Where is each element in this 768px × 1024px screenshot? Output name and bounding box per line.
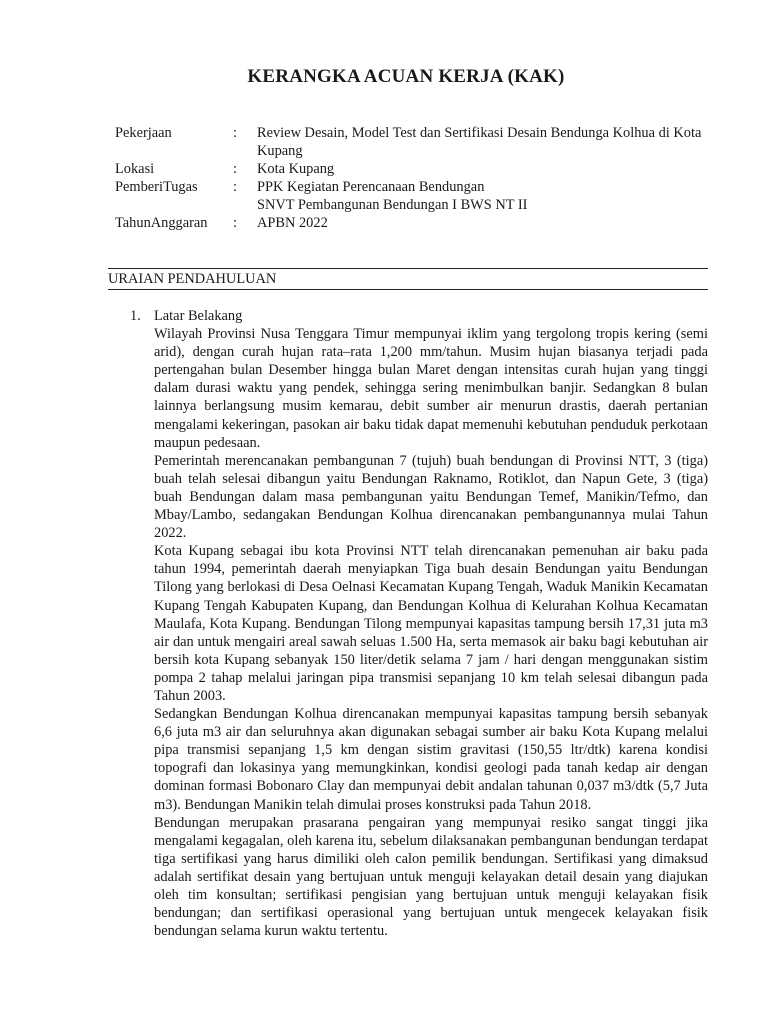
info-label: TahunAnggaran <box>115 215 208 231</box>
numbered-list <box>130 307 708 940</box>
info-label <box>115 196 233 214</box>
list-item-body <box>154 307 708 940</box>
section-title: URAIAN PENDAHULUAN <box>108 271 277 287</box>
info-separator: : <box>233 179 237 195</box>
document-title: KERANGKA ACUAN KERJA (KAK) <box>247 66 565 87</box>
info-row-pemberi-tugas <box>115 178 715 196</box>
info-row-pemberi-tugas-cont <box>115 196 715 214</box>
info-value: PPK Kegiatan Perencanaan Bendungan <box>257 179 485 195</box>
paragraph: Bendungan merupakan prasarana pengairan yang mempunyai resiko sangat tinggi jika mengalami kegagalan, oleh karena itu, sebelum dilaksanakan pembangunan bendungan terdapat tiga sertifikasi yang harus dimiliki oleh calon pemilik bendungan. Sertifikasi yang dimaksud adalah sertifikat desain yang bertujuan untuk menguji kelayakan detail desain yang diajukan oleh tim konsultan; sertifikasi pengisian yang bertujuan untuk menguji kelayakan fisik bendungan; dan sertifikasi operasional yang bertujuan untuk mengecek kelayakan fisik bendungan selama kurun waktu tertentu. <box>154 814 708 940</box>
section-rule-bottom <box>108 289 708 290</box>
info-label: Pekerjaan <box>115 125 172 141</box>
info-row-pekerjaan <box>115 124 715 160</box>
list-item <box>130 307 708 940</box>
info-row-lokasi <box>115 160 715 178</box>
info-row-tahun-anggaran <box>115 214 715 232</box>
info-separator: : <box>233 161 237 177</box>
paragraph: Wilayah Provinsi Nusa Tenggara Timur mempunyai iklim yang tergolong tropis kering (semi arid), dengan curah hujan rata–rata 1,200 mm/tahun. Musim hujan biasanya terjadi pada pertengahan bulan Desember hingga bulan Maret dengan intensitas curah hujan yang tinggi dalam durasi waktu yang pendek, sehingga sering menimbulkan banjir. Sedangkan 8 bulan lainnya berlangsung musim kemarau, debit sumber air menurun drastis, daerah pertanian mengalami kekeringan, pasokan air baku tidak dapat memenuhi kebutuhan penduduk perkotaan maupun pedesaan. <box>154 326 708 451</box>
info-label: Lokasi <box>115 161 155 177</box>
info-block <box>115 124 715 232</box>
info-label: PemberiTugas <box>115 179 198 195</box>
info-value: SNVT Pembangunan Bendungan I BWS NT II <box>257 197 528 213</box>
paragraph: Sedangkan Bendungan Kolhua direncanakan mempunyai kapasitas tampung bersih sebanyak 6,6 juta m3 air dan seluruhnya akan digunakan sebagai sumber air baku Kota Kupang melalui pipa transmisi sepanjang 1,5 km dengan sistim gravitasi (150,55 ltr/dtk) karena kondisi topografi dan lokasinya yang memungkinkan, kondisi geologi pada tanah kedap air dengan dominan formasi Bobonaro Clay dan mempunyai debit andalan tahunan 0,037 m3/dtk (5,7 Juta m3). Bendungan Manikin telah dimulai proses konstruksi pada Tahun 2018. <box>154 706 708 813</box>
paragraph: Pemerintah merencanakan pembangunan 7 (tujuh) buah bendungan di Provinsi NTT, 3 (tiga) buah telah selesai dibangun yaitu Bendungan Raknamo, Rotiklot, dan Napun Gete, 3 (tiga) buah Bendungan dalam masa pembangunan yaitu Bendungan Temef, Manikin/Tefmo, dan Mbay/Lambo, sedangakan Bendungan Kolhua direncanakan pembangunannya mulai Tahun 2022. <box>154 452 708 542</box>
info-separator <box>233 196 257 214</box>
section-rule-top <box>108 268 708 269</box>
info-value: APBN 2022 <box>257 215 328 231</box>
info-separator: : <box>233 125 237 141</box>
list-item-number: 1. <box>130 308 141 324</box>
list-item-heading: Latar Belakang <box>154 308 243 324</box>
paragraph: Kota Kupang sebagai ibu kota Provinsi NTT telah direncanakan pemenuhan air baku pada tahun 1994, pemerintah daerah menyiapkan Tiga buah desain Bendungan yaitu Bendungan Tilong yang berlokasi di Desa Oelnasi Kecamatan Kupang Tengah, Waduk Manikin Kecamatan Kupang Tengah Kabupaten Kupang, dan Bendungan Kolhua di Kelurahan Kolhua Kecamatan Maulafa, Kota Kupang. Bendungan Tilong mempunyai kapasitas tampung bersih 17,31 juta m3 air dan untuk mengairi areal sawah seluas 1.500 Ha, serta memasok air baku bagi kebutuhan air bersih kota Kupang sebanyak 150 liter/detik selama 7 jam / hari dengan menggunakan sistim pompa 2 tahap melalui jaringan pipa transmisi sepanjang 10 km telah selesai dibangun pada Tahun 2003. <box>154 543 708 704</box>
info-value: Review Desain, Model Test dan Sertifikasi Desain Bendunga Kolhua di Kota Kupang <box>257 125 702 159</box>
info-separator: : <box>233 215 237 231</box>
info-value: Kota Kupang <box>257 161 335 177</box>
